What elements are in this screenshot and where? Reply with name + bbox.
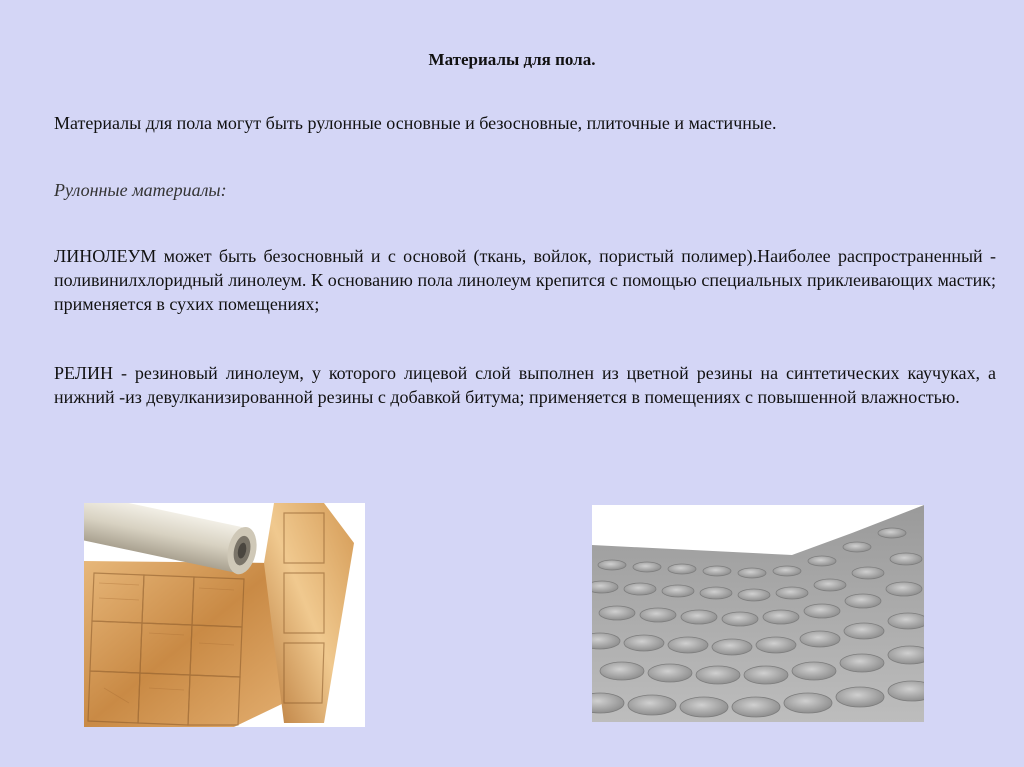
- rubber-coin-floor-photo: [592, 505, 924, 722]
- slide-title: Материалы для пола.: [428, 50, 596, 69]
- linoleum-roll-photo: [84, 503, 365, 727]
- paragraph-linoleum: ЛИНОЛЕУМ может быть безосновный и с основой (ткань, войлок, пористый полимер).Наиболее распространенный - поливинилхлоридный линолеум. К основанию пола линолеум крепится с помощью специальных приклеивающих мастик; применяется в сухих помещениях;: [54, 246, 996, 314]
- subheading: Рулонные материалы:: [54, 180, 227, 200]
- intro-text: Материалы для пола могут быть рулонные основные и безосновные, плиточные и мастичные.: [54, 113, 777, 133]
- paragraph-relin: РЕЛИН - резиновый линолеум, у которого лицевой слой выполнен из цветной резины на синтетических каучуках, а нижний -из девулканизированной резины с добавкой битума; применяется в помещениях с повышенной влажностью.: [54, 363, 996, 407]
